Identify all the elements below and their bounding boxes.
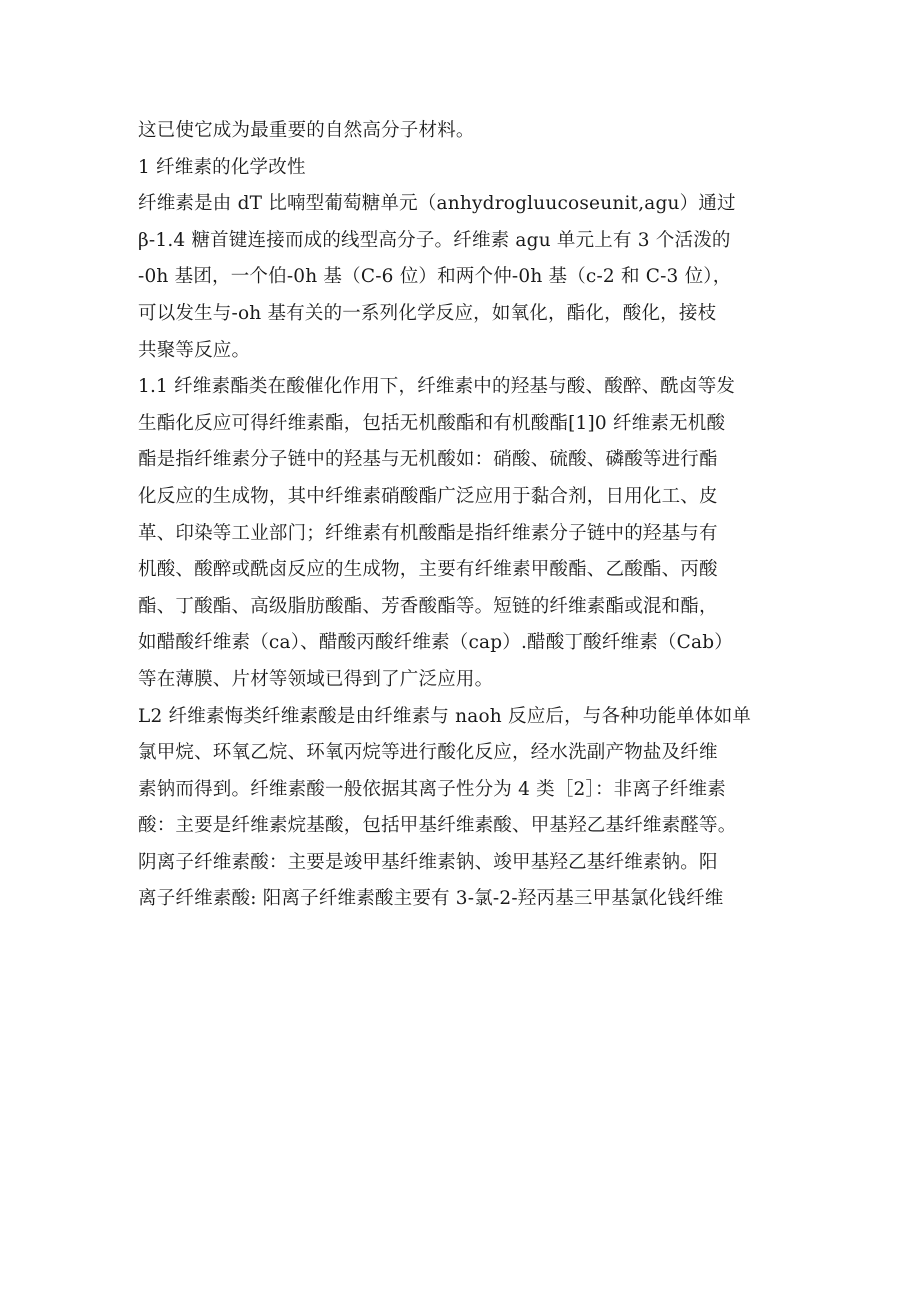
text-line: 革、印染等工业部门；纤维素有机酸酯是指纤维素分子链中的羟基与有 — [138, 522, 718, 544]
text-line: 离子纤维素酸: 阳离子纤维素酸主要有 3-氯-2-羟丙基三甲基氯化钱纤维 — [138, 888, 724, 910]
text-line: 共聚等反应。 — [138, 339, 251, 361]
text-line: 机酸、酸醉或酰卤反应的生成物，主要有纤维素甲酸酯、乙酸酯、丙酸 — [138, 559, 718, 581]
text-line: 氯甲烷、环氧乙烷、环氧丙烷等进行酸化反应，经水洗副产物盐及纤维 — [138, 742, 718, 764]
text-line: 化反应的生成物，其中纤维素硝酸酯广泛应用于黏合剂，日用化工、皮 — [138, 485, 718, 507]
text-line: 这已使它成为最重要的自然高分子材料。 — [138, 120, 475, 141]
text-line: L2 纤维素悔类纤维素酸是由纤维素与 naoh 反应后，与各种功能单体如单 — [138, 705, 752, 727]
document-body — [138, 113, 858, 918]
text-line: 如醋酸纤维素（ca）、醋酸丙酸纤维素（cap）.醋酸丁酸纤维素（Cab） — [138, 632, 733, 654]
text-line: 可以发生与-oh 基有关的一系列化学反应，如氧化，酯化，酸化，接枝 — [138, 302, 717, 324]
text-line: 酯、丁酸酯、高级脂肪酸酯、芳香酸酯等。短链的纤维素酯或混和酯， — [138, 595, 718, 617]
text-line: 1.1 纤维素酯类在酸催化作用下，纤维素中的羟基与酸、酸醉、酰卤等发 — [138, 376, 736, 398]
text-line: 阴离子纤维素酸：主要是竣甲基纤维素钠、竣甲基羟乙基纤维素钠。阳 — [138, 851, 718, 873]
text-line: 酯是指纤维素分子链中的羟基与无机酸如：硝酸、硫酸、磷酸等进行酯 — [138, 449, 718, 471]
text-line: 生酯化反应可得纤维素酯，包括无机酸酯和有机酸酯[1]0 纤维素无机酸 — [138, 412, 726, 434]
text-line: -0h 基团，一个伯-0h 基（C-6 位）和两个仲-0h 基（c-2 和 C-3 位）， — [138, 266, 732, 288]
text-line: 纤维素是由 dT 比喃型葡萄糖单元（anhydrogluucoseunit,agu）通过 — [138, 193, 736, 215]
text-line: 素钠而得到。纤维素酸一般依据其离子性分为 4 类［2］：非离子纤维素 — [138, 778, 726, 800]
text-line: 等在薄膜、片材等领域已得到了广泛应用。 — [138, 668, 494, 690]
text-line: 酸：主要是纤维素烷基酸，包括甲基纤维素酸、甲基羟乙基纤维素醛等。 — [138, 815, 737, 837]
section-heading: 1 纤维素的化学改性 — [138, 156, 306, 178]
text-line: β-1.4 糖首键连接而成的线型高分子。纤维素 agu 单元上有 3 个活泼的 — [138, 229, 731, 251]
